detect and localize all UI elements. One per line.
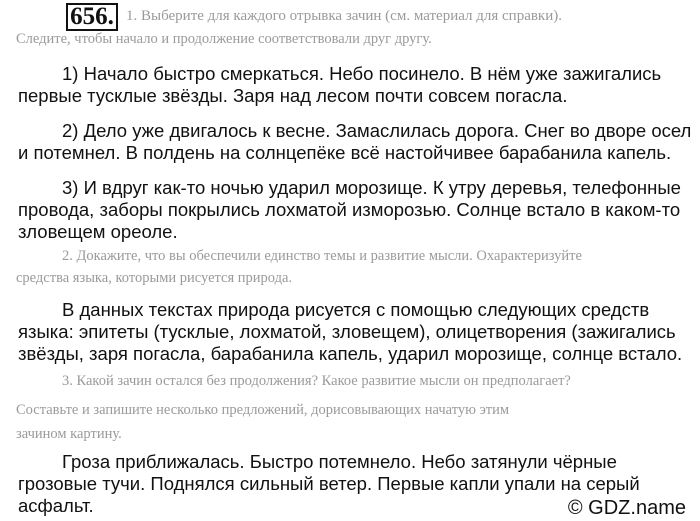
task-1-line-1: 1. Выберите для каждого отрывка зачин (см. материал для справки). (126, 8, 562, 24)
answer-3-line-2: грозовые тучи. Поднялся сильный ветер. Первые капли упали на серый (18, 473, 640, 494)
task-2-line-1: 2. Докажите, что вы обеспечили единство темы и развитие мысли. Охарактеризуйте (62, 248, 582, 264)
exercise-number: 656. (66, 3, 118, 31)
answer-3-line-3: асфальт. (18, 495, 94, 516)
answer-2 (62, 299, 662, 321)
text-1-cont (18, 85, 678, 107)
answer-2-line-2: языка: эпитеты (тусклые, лохматой, зловещем), олицетворения (зажигались (18, 321, 676, 342)
text-3-line-1: 3) И вдруг как-то ночью ударил морозище. К утру деревья, телефонные (62, 177, 681, 198)
text-1 (62, 63, 662, 85)
answer-3-line-1: Гроза приближалась. Быстро потемнело. Небо затянули чёрные (62, 451, 617, 472)
text-2-line-2: и потемнел. В полдень на солнцепёке всё настойчивее барабанила капель. (18, 142, 672, 163)
text-3-line-3: зловещем ореоле. (18, 221, 178, 242)
task-3-line-1: 3. Какой зачин остался без продолжения? Какое развитие мысли он предполагает? (62, 373, 571, 389)
text-2-line-1: 2) Дело уже двигалось к весне. Замаслилась дорога. Снег во дворе осел (62, 120, 692, 141)
text-1-line-2: первые тусклые звёзды. Заря над лесом почти совсем погасла. (18, 85, 568, 106)
task-3-line-3: зачином картину. (16, 426, 122, 442)
answer-3 (62, 451, 662, 473)
task-3-line-2: Составьте и запишите несколько предложений, дорисовывающих начатую этим (16, 402, 510, 418)
text-2-cont (18, 142, 678, 164)
task-2-instruction-cont (16, 268, 292, 289)
task-1-instruction-line-2 (16, 29, 432, 50)
watermark-footer: © GDZ.name (567, 497, 686, 519)
task-2-line-2: средства языка, которыми рисуется природа. (16, 270, 293, 286)
task-1-instruction (126, 6, 562, 27)
answer-2-line-1: В данных текстах природа рисуется с помощью следующих средств (62, 299, 650, 320)
task-1-line-2: Следите, чтобы начало и продолжение соответствовали друг другу. (16, 31, 432, 47)
text-1-line-1: 1) Начало быстро смеркаться. Небо посинело. В нём уже зажигались (62, 63, 662, 84)
task-3-instruction-cont (16, 398, 509, 446)
answer-2-line-3: звёзды, заря погасла, барабанила капель, ударил морозище, солнце встало. (18, 343, 683, 364)
text-3-cont (18, 199, 681, 243)
task-2-instruction (62, 246, 582, 267)
text-2 (62, 120, 692, 142)
task-3-instruction (62, 371, 571, 392)
text-3 (62, 177, 681, 199)
text-3-line-2: провода, заборы покрылись лохматой изморозью. Солнце встало в каком-то (18, 199, 681, 220)
answer-2-cont (18, 321, 683, 365)
